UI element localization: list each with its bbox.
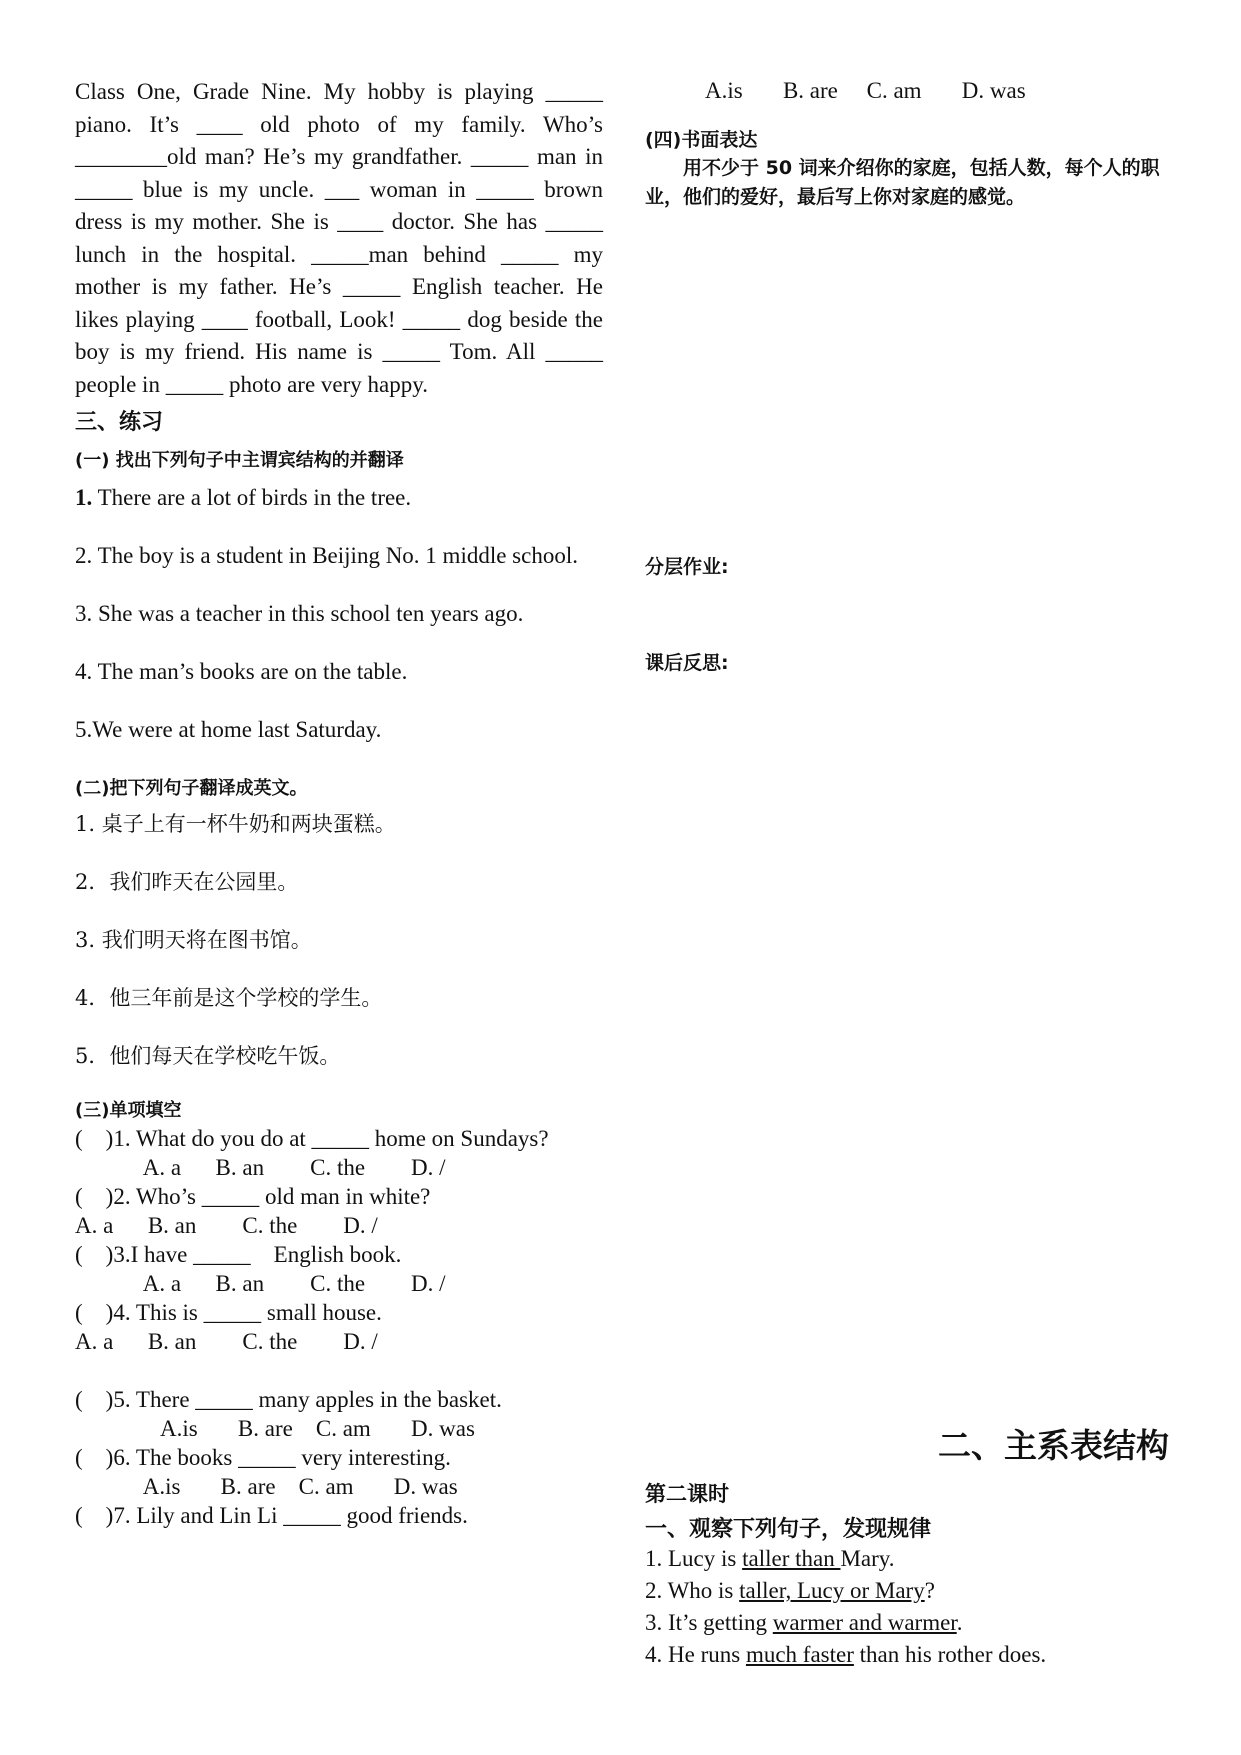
mcq-spacer [75, 1356, 603, 1385]
part3-title: (三)单项填空 [75, 1100, 182, 1121]
carryover-options: A.is B. are C. am D. was [705, 78, 1026, 103]
example-2: 2. Who is taller, Lucy or Mary? [645, 1578, 935, 1603]
observe-title: 一、观察下列句子，发现规律 [645, 1517, 932, 1542]
part1-item-5: 5.We were at home last Saturday. [75, 717, 382, 742]
mcq-line: ( )5. There _____ many apples in the basket. [75, 1387, 502, 1412]
part1-title: (一) 找出下列句子中主谓宾结构的并翻译 [75, 450, 404, 471]
section-practice-title: 三、练习 [75, 410, 164, 435]
section-structure-title: 二、主系表结构 [938, 1426, 1169, 1465]
example-1: 1. Lucy is taller than Mary. [645, 1546, 895, 1571]
part1-item-3: 3. She was a teacher in this school ten years ago. [75, 601, 524, 626]
lesson2-label: 第二课时 [645, 1482, 729, 1506]
mcq-line: ( )1. What do you do at _____ home on Sundays? [75, 1126, 549, 1151]
mcq-line: ( )3.I have _____ English book. [75, 1242, 402, 1267]
passage-text: Class One, Grade Nine. My hobby is playing _____ piano. It’s ____ old photo of my family. Who’s ________old man? He’s my grandfather. _____ man in _____ blue is my uncle. ___ woman in _____ brown dress is my mother. She is ____ doctor. She has _____ lunch in the hospital. _____man behind _____ my mother is my father. He’s _____ English teacher. He likes playing ____ football, Look! _____ dog beside the boy is my friend. His name is _____ Tom. All _____ people in _____ photo are very happy. [75, 79, 603, 397]
part2-item-2: 2．我们昨天在公园里。 [75, 870, 299, 894]
mcq-options: A. a B. an C. the D. / [75, 1155, 446, 1180]
part4-prompt: 用不少于 50 词来介绍你的家庭，包括人数，每个人的职业，他们的爱好，最后写上你对家庭的感觉。 [645, 157, 1160, 208]
mcq-options: A. a B. an C. the D. / [75, 1271, 446, 1296]
part1-item-1: 1. There are a lot of birds in the tree. [75, 485, 412, 510]
part2-title: (二)把下列句子翻译成英文。 [75, 778, 308, 799]
part4-title: (四)书面表达 [645, 129, 758, 151]
mcq-options: A. a B. an C. the D. / [75, 1213, 378, 1238]
reflection-label: 课后反思: [645, 652, 729, 674]
homework-label: 分层作业: [645, 556, 729, 578]
mcq-options: A. a B. an C. the D. / [75, 1329, 378, 1354]
part1-item-2: 2. The boy is a student in Beijing No. 1 middle school. [75, 543, 578, 568]
part2-item-1: 1. 桌子上有一杯牛奶和两块蛋糕。 [75, 812, 396, 836]
part2-item-3: 3. 我们明天将在图书馆。 [75, 928, 312, 952]
part2-item-5: 5．他们每天在学校吃午饭。 [75, 1044, 341, 1068]
mcq-line: ( )6. The books _____ very interesting. [75, 1445, 451, 1470]
lesson2-block [645, 1478, 1170, 1671]
example-3: 3. It’s getting warmer and warmer. [645, 1610, 963, 1635]
mcq-line: ( )2. Who’s _____ old man in white? [75, 1184, 431, 1209]
left-column [75, 76, 603, 1530]
part2-item-4: 4．他三年前是这个学校的学生。 [75, 986, 383, 1010]
mcq-line: ( )7. Lily and Lin Li _____ good friends. [75, 1503, 468, 1528]
mcq-line: ( )4. This is _____ small house. [75, 1300, 382, 1325]
mcq-options: A.is B. are C. am D. was [75, 1474, 458, 1499]
example-4: 4. He runs much faster than his rother does. [645, 1642, 1047, 1667]
mcq-options: A.is B. are C. am D. was [75, 1416, 475, 1441]
part1-item-4: 4. The man’s books are on the table. [75, 659, 408, 684]
